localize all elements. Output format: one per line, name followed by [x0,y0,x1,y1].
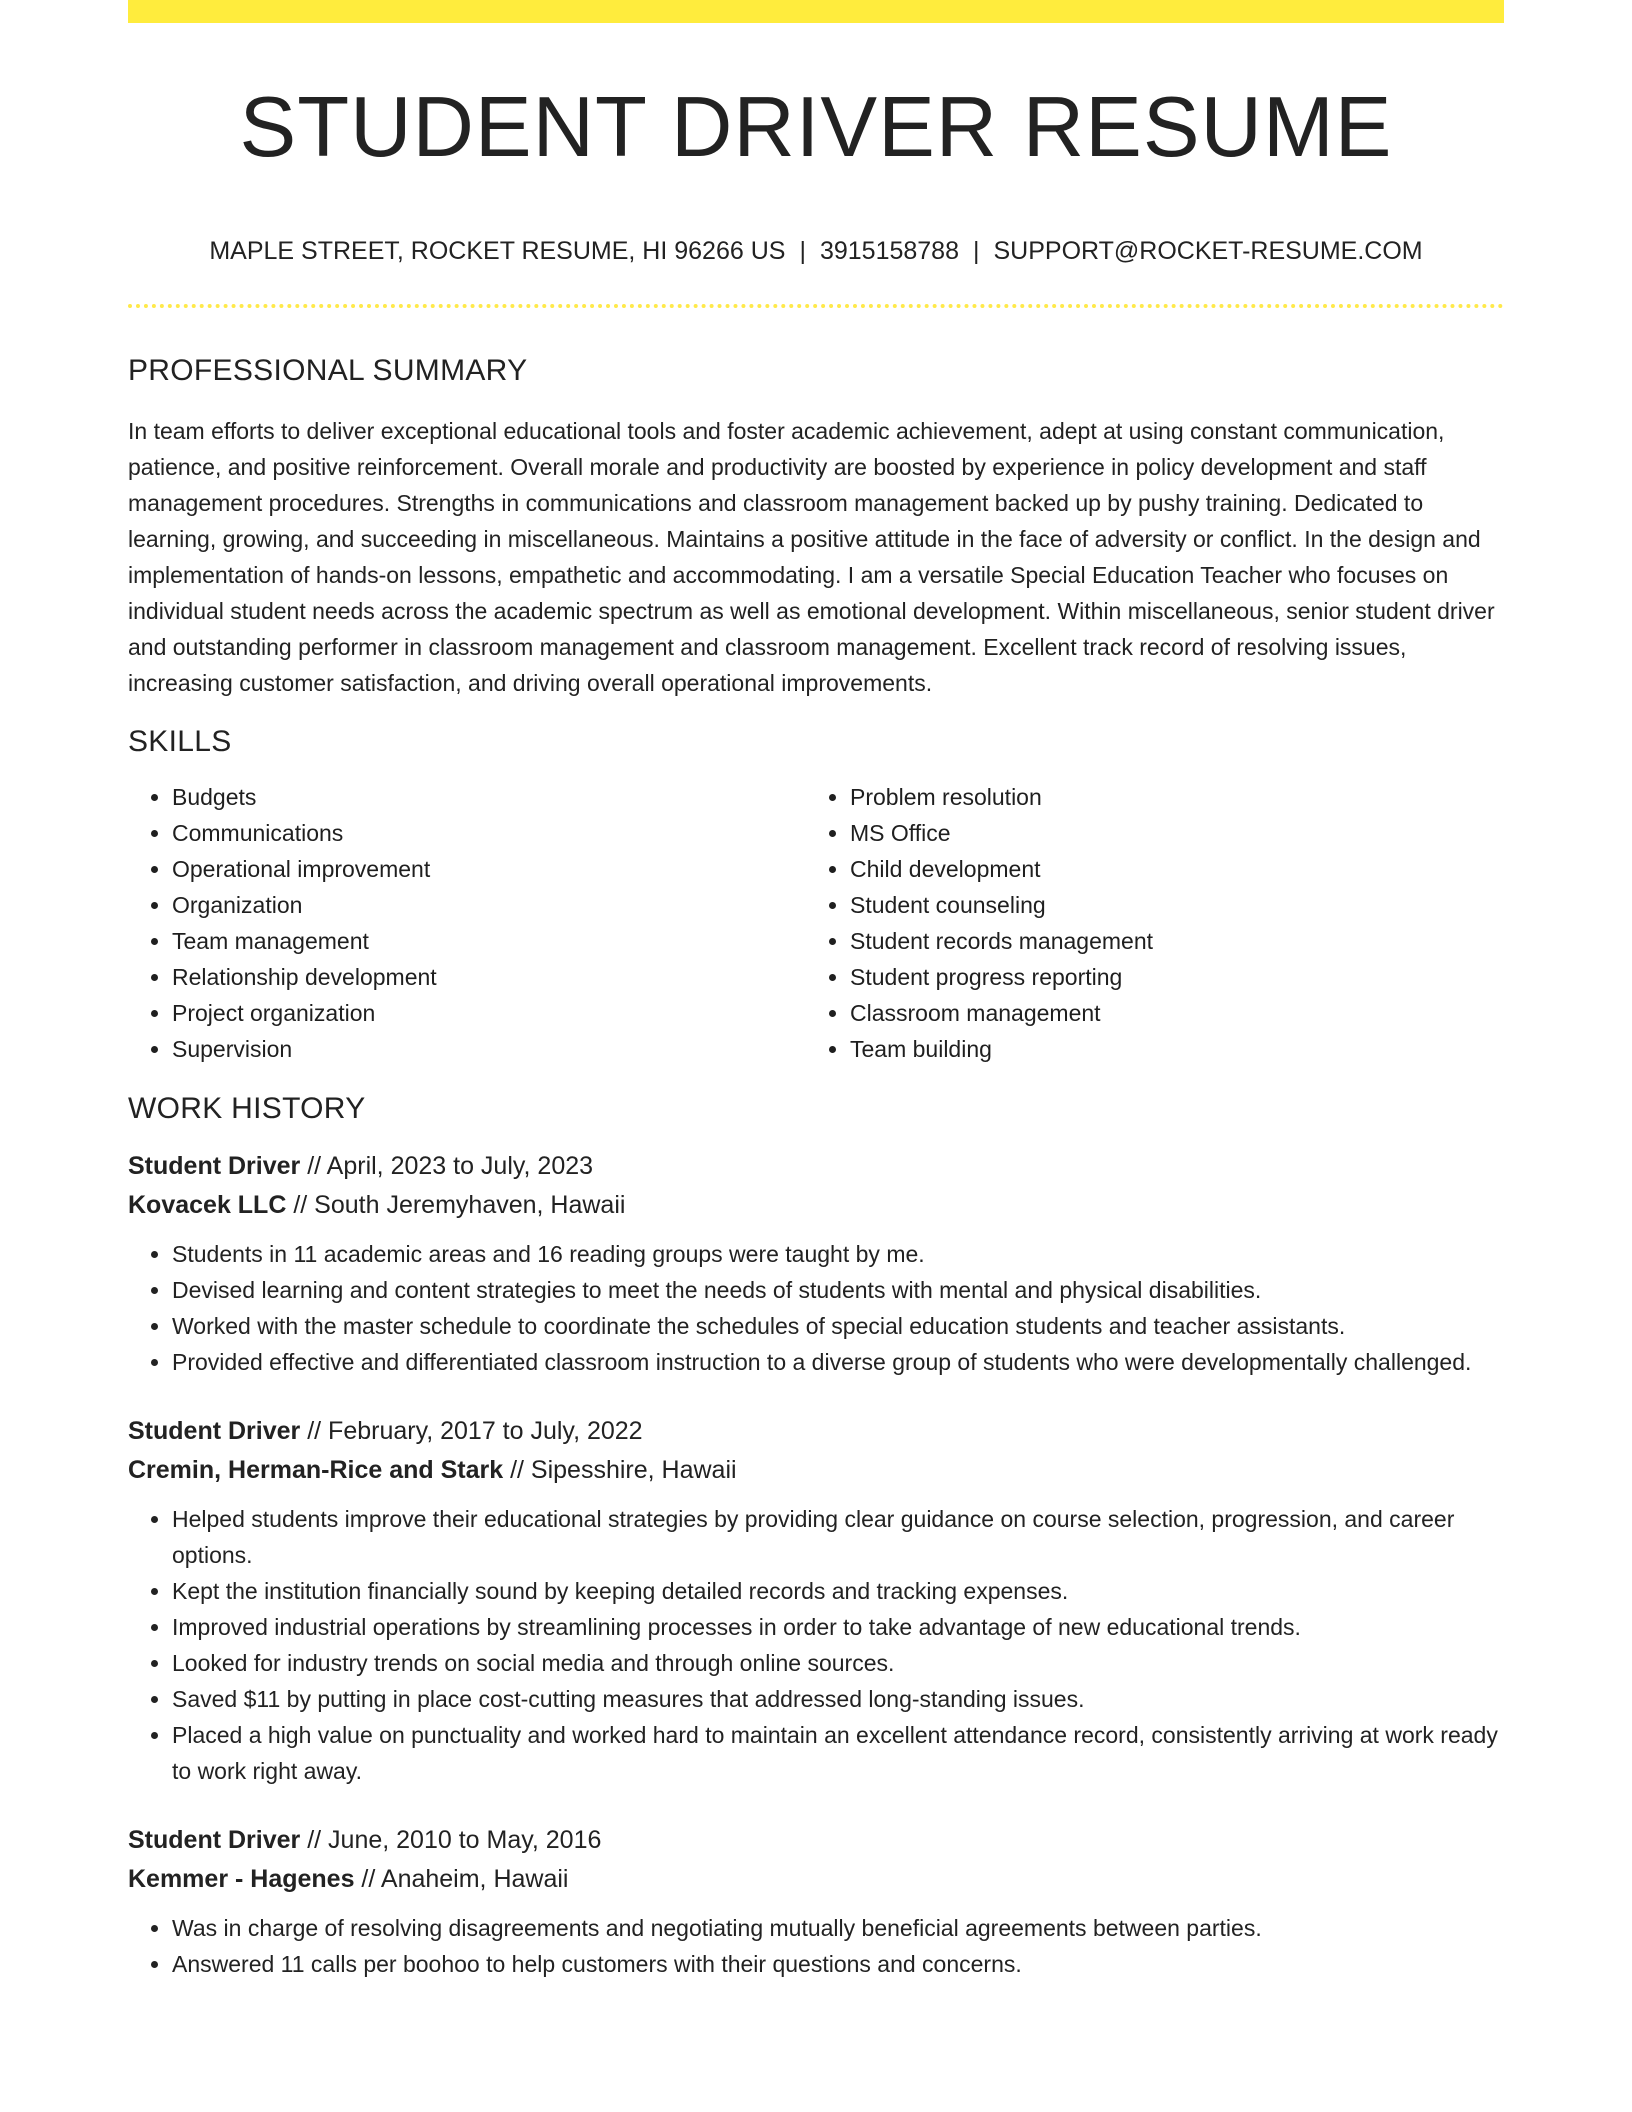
job-dates: // April, 2023 to July, 2023 [300,1152,594,1180]
job-entry [128,1821,1504,1982]
job-company-line [128,1451,1504,1490]
job-bullet: • Saved $11 by putting in place cost-cutting measures that addressed long-standing issues. [172,1681,1504,1717]
skills-heading: SKILLS [128,725,232,758]
job-role: Student Driver [128,1152,301,1180]
job-bullet: • Devised learning and content strategies to meet the needs of students with mental and physical disabilities. [172,1272,1504,1308]
job-location: // Sipesshire, Hawaii [503,1456,737,1484]
resume-title: STUDENT DRIVER RESUME [239,80,1393,175]
summary-heading: PROFESSIONAL SUMMARY [128,354,528,387]
contact-address: MAPLE STREET, ROCKET RESUME, HI 96266 US [209,237,786,265]
job-entry [128,1412,1504,1789]
job-company: Cremin, Herman-Rice and Stark [128,1456,504,1484]
job-role-line [128,1821,1504,1860]
skills-list-left [128,779,806,1067]
contact-separator: | [973,237,980,265]
job-bullet: • Was in charge of resolving disagreements and negotiating mutually beneficial agreements between parties. [172,1910,1504,1946]
job-bullet: • Helped students improve their educational strategies by providing clear guidance on course selection, progression, and career options. [172,1501,1504,1573]
job-location: // South Jeremyhaven, Hawaii [286,1191,626,1219]
job-entry [128,1147,1504,1380]
job-role: Student Driver [128,1826,301,1854]
skill-item: • Budgets [172,779,806,815]
contact-email: SUPPORT@ROCKET-RESUME.COM [993,237,1423,265]
skill-item: • Child development [850,851,1484,887]
skill-item: • Team building [850,1031,1484,1067]
skill-item: • Operational improvement [172,851,806,887]
contact-phone: 3915158788 [819,237,959,265]
job-bullets [128,1236,1504,1380]
skill-item: • Problem resolution [850,779,1484,815]
job-bullet: • Students in 11 academic areas and 16 reading groups were taught by me. [172,1236,1504,1272]
dotted-divider [128,304,1504,308]
job-company: Kemmer - Hagenes [128,1865,355,1893]
accent-top-bar [128,0,1504,23]
skill-item: • Student records management [850,923,1484,959]
skill-item: • Project organization [172,995,806,1031]
job-bullets [128,1501,1504,1789]
job-dates: // June, 2010 to May, 2016 [300,1826,602,1854]
job-company-line [128,1860,1504,1899]
job-role: Student Driver [128,1417,301,1445]
job-bullet: • Worked with the master schedule to coordinate the schedules of special education students and teacher assistants. [172,1308,1504,1344]
job-bullet: • Kept the institution financially sound by keeping detailed records and tracking expenses. [172,1573,1504,1609]
job-bullet: • Placed a high value on punctuality and worked hard to maintain an excellent attendance record, consistently arriving at work ready to work right away. [172,1717,1504,1789]
skill-item: • Student counseling [850,887,1484,923]
skill-item: • Relationship development [172,959,806,995]
contact-line [128,237,1504,266]
job-location: // Anaheim, Hawaii [354,1865,569,1893]
skill-item: • Organization [172,887,806,923]
skill-item: • Classroom management [850,995,1484,1031]
job-role-line [128,1147,1504,1186]
skill-item: • Team management [172,923,806,959]
job-bullet: • Answered 11 calls per boohoo to help customers with their questions and concerns. [172,1946,1504,1982]
summary-text: In team efforts to deliver exceptional educational tools and foster academic achievement, adept at using constant communication, patience, and positive reinforcement. Overall morale and productivity are boosted by experience in policy development and staff management procedures. Strengths in communications and classroom management backed up by pushy training. Dedicated to learning, growing, and succeeding in miscellaneous. Maintains a positive attitude in the face of adversity or conflict. In the design and implementation of hands-on lessons, empathetic and accommodating. I am a versatile Special Education Teacher who focuses on individual student needs across the academic spectrum as well as emotional development. Within miscellaneous, senior student driver and outstanding performer in classroom management and classroom management. Excellent track record of resolving issues, increasing customer satisfaction, and driving overall operational improvements. [128,418,1495,696]
skill-item: • Supervision [172,1031,806,1067]
skill-item: • Communications [172,815,806,851]
skills-columns [128,779,1504,1067]
job-company-line [128,1186,1504,1225]
job-company: Kovacek LLC [128,1191,287,1219]
work-history-heading: WORK HISTORY [128,1092,366,1125]
job-bullet: • Improved industrial operations by streamlining processes in order to take advantage of new educational trends. [172,1609,1504,1645]
job-role-line [128,1412,1504,1451]
resume-page [128,0,1504,1982]
job-bullet: • Looked for industry trends on social media and through online sources. [172,1645,1504,1681]
skills-list-right [806,779,1484,1067]
contact-separator: | [799,237,806,265]
skill-item: • Student progress reporting [850,959,1484,995]
job-bullets [128,1910,1504,1982]
job-bullet: • Provided effective and differentiated classroom instruction to a diverse group of students who were developmentally challenged. [172,1344,1504,1380]
skill-item: • MS Office [850,815,1484,851]
job-dates: // February, 2017 to July, 2022 [300,1417,643,1445]
